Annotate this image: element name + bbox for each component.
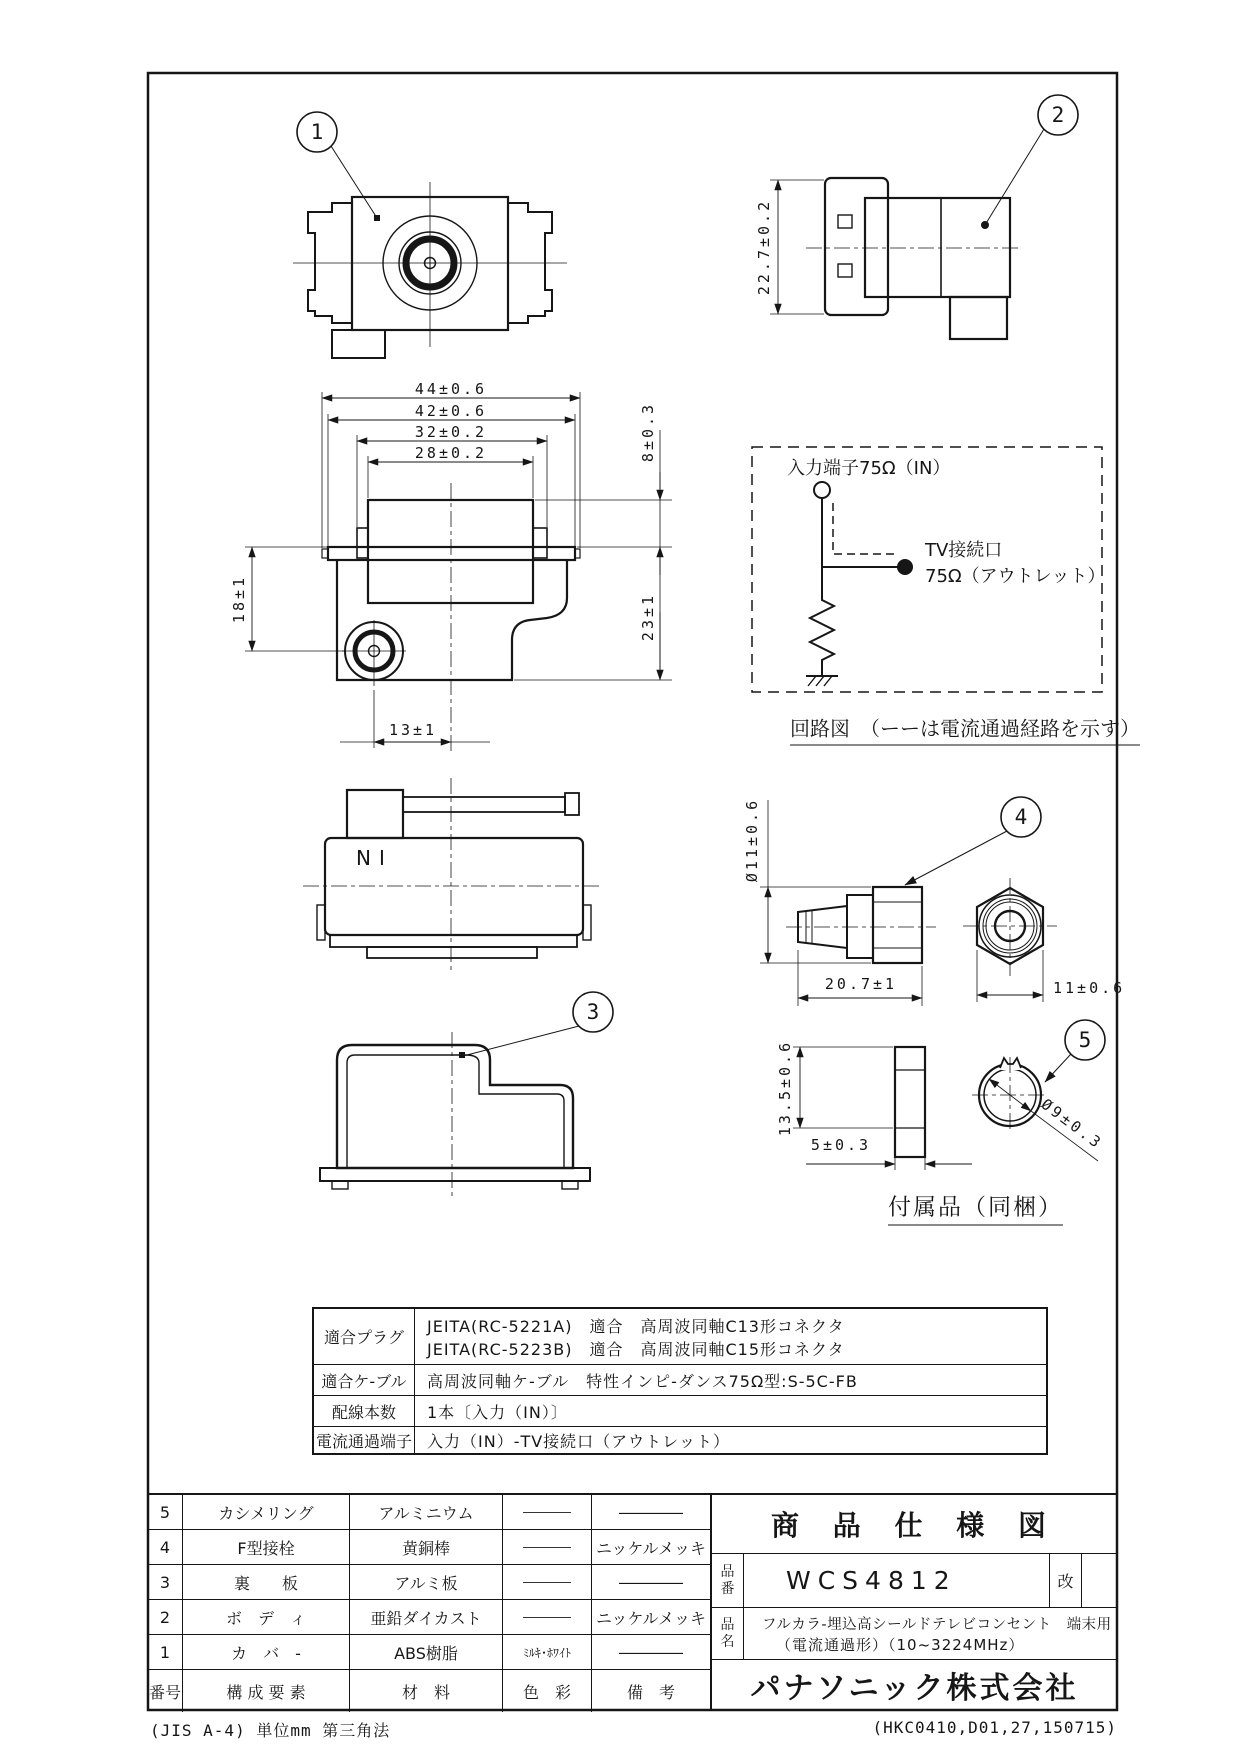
dim-32: 32±0.2 [414,423,488,441]
parts-table-header [148,1670,710,1712]
footer-left: (JIS A-4) 単位mm 第三角法 [150,1721,391,1740]
part-component: 裏 板 [183,1565,350,1599]
product-name-row [712,1608,1117,1660]
tv-outlet-node [897,559,913,575]
parts-table [148,1493,710,1710]
dim-28: 28±0.2 [414,444,488,462]
part-material: ABS樹脂 [350,1635,503,1669]
part-note: ―――― [619,1642,683,1662]
header-color: 色 彩 [503,1670,592,1712]
front-view [293,112,567,358]
dim-8: 8±0.3 [639,401,657,463]
spec-wires-value: 1本〔入力（IN）〕 [427,1402,568,1422]
table-row [148,1600,710,1635]
part-component: ボ デ ィ [183,1600,350,1634]
revision-label: 改 [1049,1554,1081,1607]
part-number-label: 品番 [712,1554,744,1607]
table-row [148,1635,710,1670]
cover-view [320,992,613,1196]
product-name-line1: フルカラ-埋込高シールドテレビコンセント 端末用 [762,1616,1112,1633]
spec-plug-label: 適合プラグ [314,1309,415,1364]
part-material: アルミニウム [350,1495,503,1529]
part-note: ―――― [619,1572,683,1592]
table-row [148,1565,710,1600]
dim-44: 44±0.6 [414,380,488,398]
spec-current-label: 電流通過端子 [314,1427,415,1453]
part-no: 1 [148,1635,183,1669]
dim-5: 5±0.3 [810,1136,872,1154]
footer-right: (HKC0410,D01,27,150715) [872,1718,1117,1737]
dim-42: 42±0.6 [414,402,488,420]
current-path-dashed [833,503,894,554]
company-name: パナソニック株式会社 [750,1671,1079,1706]
part-color: ―――― [503,1565,592,1599]
dim-dia11: Ø11±0.6 [743,797,761,883]
callout-3-number: 3 [586,1000,600,1024]
part-no: 2 [148,1600,183,1634]
product-name-line2: （電流通過形）（10~3224MHz） [776,1635,1025,1654]
part-no: 5 [148,1495,183,1529]
spec-cable-value: 高周波同軸ケ-ブル 特性インピ-ダンス75Ω型:S-5C-FB [427,1371,858,1391]
callout-5-number: 5 [1078,1028,1092,1052]
dim-11: 11±0.6 [1053,979,1126,997]
spec-plug-value-2: JEITA(RC-5223B) 適合 高周波同軸C15形コネクタ [427,1339,845,1359]
part-material: 亜鉛ダイカスト [350,1600,503,1634]
part-component: F型接栓 [183,1530,350,1564]
circuit-input-label: 入力端子75Ω（IN） [787,458,951,479]
part-color: ―――― [503,1495,592,1529]
spec-row-current [314,1426,1046,1453]
callout-4-number: 4 [1014,805,1028,829]
spec-row-plug [314,1309,1046,1364]
rear-marking-text: NI [356,846,393,870]
product-name-label: 品名 [712,1608,744,1659]
callout-1-number: 1 [310,120,324,144]
part-material: アルミ板 [350,1565,503,1599]
spec-cable-label: 適合ケ-ブル [314,1365,415,1395]
part-component: カ バ - [183,1635,350,1669]
input-terminal-node [814,482,830,498]
part-number-row [712,1554,1117,1608]
spec-table [312,1307,1048,1455]
dim-18: 18±1 [230,574,248,624]
spec-plug-value-1: JEITA(RC-5221A) 適合 高周波同軸C13形コネクタ [427,1316,845,1336]
dim-13-5: 13.5±0.6 [776,1039,794,1137]
spec-wires-label: 配線本数 [314,1396,415,1426]
rear-view [303,778,600,970]
accessory-caption: 付属品（同梱） [888,1189,1063,1226]
part-note: ニッケルメッキ [595,1538,707,1558]
header-note: 備 考 [626,1682,675,1702]
circuit-tv-port-label: TV接続口 [925,540,1003,561]
drawing-frame [148,73,1117,1710]
circuit-tv-impedance-label: 75Ω（アウトレット） [925,566,1106,587]
header-component: 構 成 要 素 [183,1670,350,1712]
header-no: 番号 [148,1670,183,1712]
part-number-value: WCS4812 [786,1566,957,1595]
dim-20-7: 20.7±1 [824,975,898,993]
part-material: 黄銅棒 [350,1530,503,1564]
title-block [710,1493,1117,1710]
resistor-symbol [810,567,834,676]
callout-2-number: 2 [1051,103,1065,127]
part-color: ―――― [503,1530,592,1564]
table-row [148,1530,710,1565]
part-no: 4 [148,1530,183,1564]
dim-13: 13±1 [388,721,438,739]
part-component: カシメリング [183,1495,350,1529]
circuit-caption: 回路図 （ーーは電流通過経路を示す） [790,713,1140,746]
spec-row-cable [314,1364,1046,1395]
spec-row-wires [314,1395,1046,1426]
table-row [148,1495,710,1530]
dim-23: 23±1 [639,592,657,642]
doc-title: 商 品 仕 様 図 [712,1495,1117,1554]
side-view [770,95,1078,339]
part-no: 3 [148,1565,183,1599]
spec-current-value: 入力（IN）-TV接続口（アウトレット） [427,1431,731,1451]
part-color: ―――― [503,1600,592,1634]
part-color: ﾐﾙｷ･ﾎﾜｲﾄ [503,1635,592,1669]
part-note: ニッケルメッキ [595,1608,707,1628]
header-material: 材 料 [350,1670,503,1712]
revision-cell [1081,1554,1117,1607]
part-note: ―――― [619,1502,683,1522]
f-connector-view [760,797,1057,1006]
dim-22-7: 22.7±0.2 [755,198,773,296]
dim-dia9: Ø9±0.3 [1037,1095,1107,1153]
